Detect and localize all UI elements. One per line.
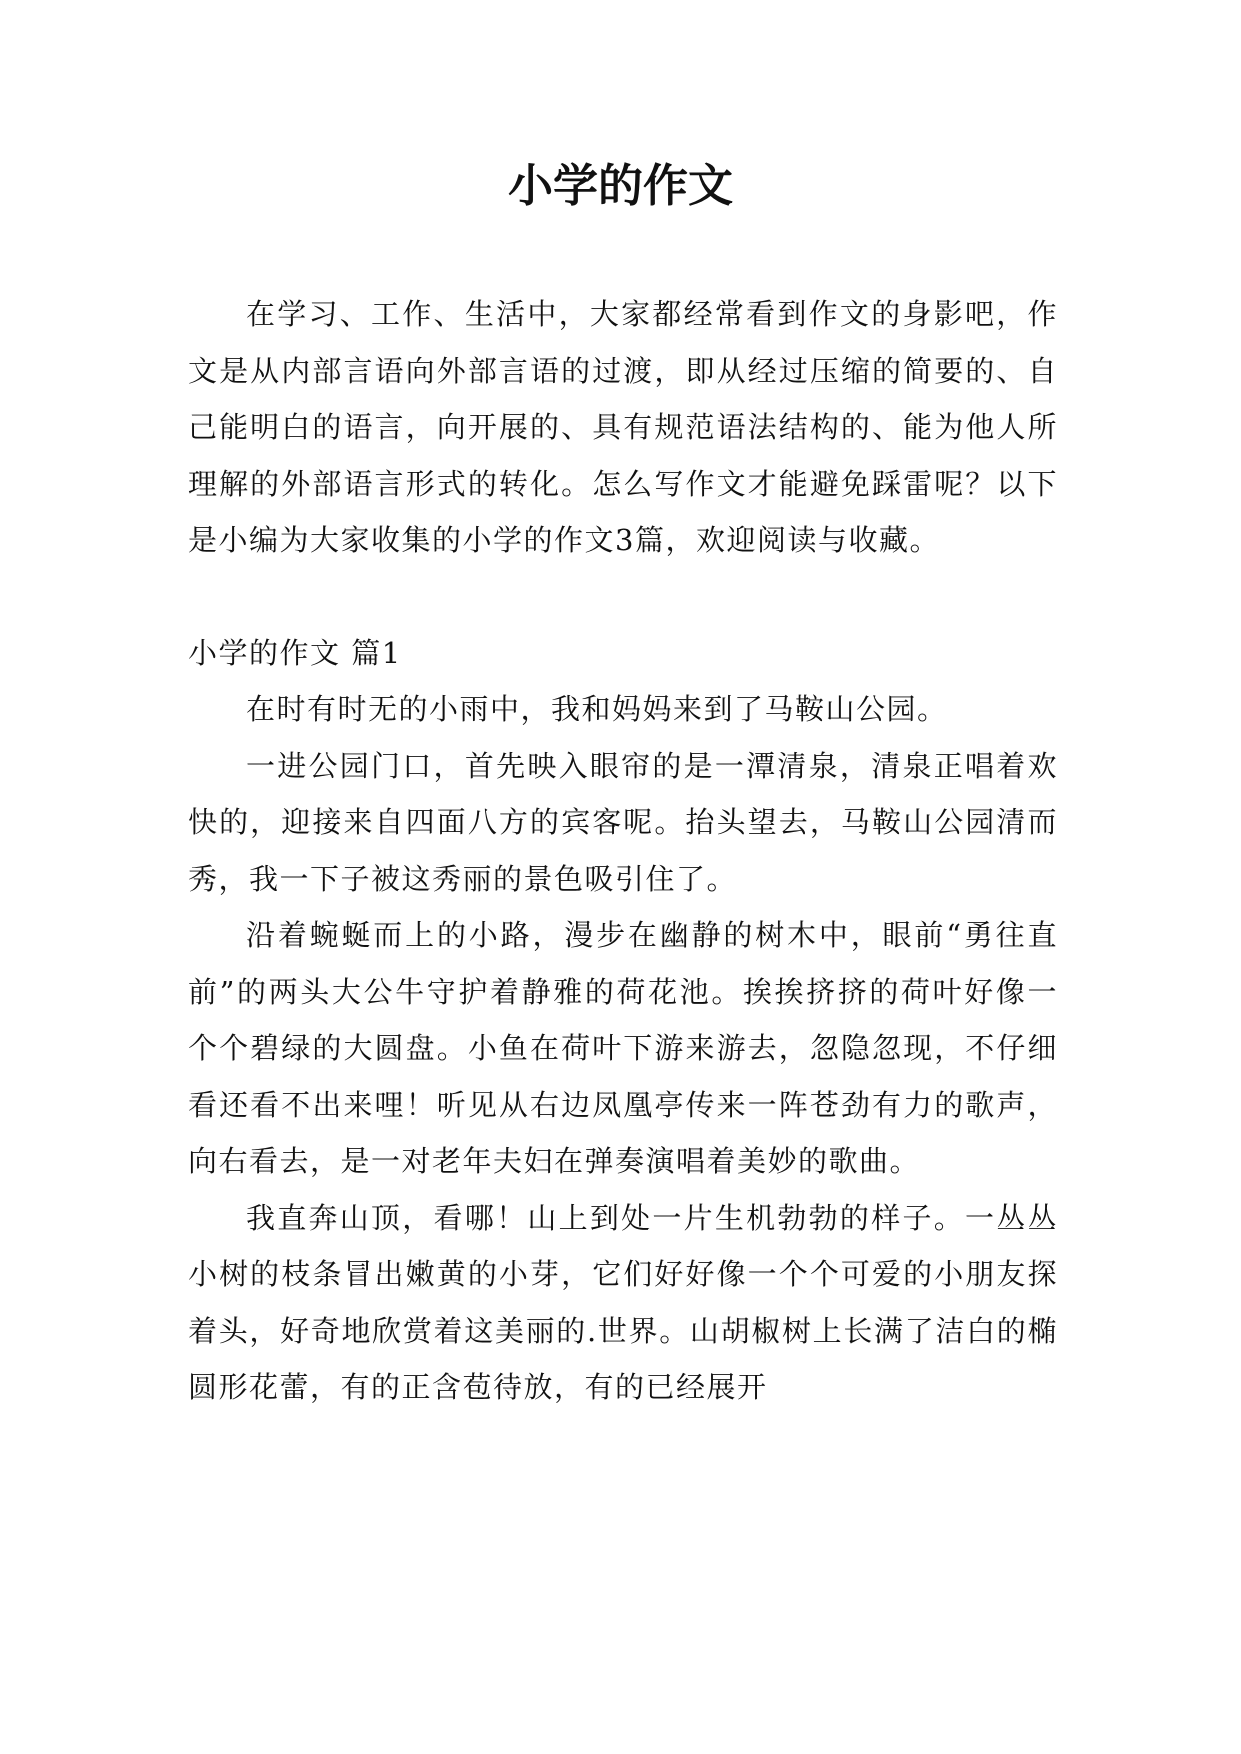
body-paragraph: 沿着蜿蜒而上的小路，漫步在幽静的树木中，眼前“勇往直前”的两头大公牛守护着静雅的荷花池。挨挨挤挤的荷叶好像一个个碧绿的大圆盘。小鱼在荷叶下游来游去，忽隐忽现，不仔细看还看不出来哩！听见从右边凤凰亭传来一阵苍劲有力的歌声，向右看去，是一对老年夫妇在弹奏演唱着美妙的歌曲。 (188, 918, 1058, 1178)
document-title: 小学的作文 (507, 159, 733, 212)
section-heading: 小学的作文 篇1 (188, 635, 402, 670)
intro-paragraph: 在学习、工作、生活中，大家都经常看到作文的身影吧，作文是从内部言语向外部言语的过渡，即从经过压缩的简要的、自己能明白的语言，向开展的、具有规范语法结构的、能为他人所理解的外部语言形式的转化。怎么写作文才能避免踩雷呢？以下是小编为大家收集的小学的作文3篇，欢迎阅读与收藏。 (188, 297, 1058, 557)
body-paragraph: 我直奔山顶，看哪！山上到处一片生机勃勃的样子。一丛丛小树的枝条冒出嫩黄的小芽，它们好好像一个个可爱的小朋友探着头，好奇地欣赏着这美丽的.世界。山胡椒树上长满了洁白的椭圆形花蕾，有的正含苞待放，有的已经展开 (188, 1200, 1058, 1404)
body-paragraph: 一进公园门口，首先映入眼帘的是一潭清泉，清泉正唱着欢快的，迎接来自四面八方的宾客呢。抬头望去，马鞍山公园清而秀，我一下子被这秀丽的景色吸引住了。 (188, 748, 1058, 896)
body-paragraph: 在时有时无的小雨中，我和妈妈来到了马鞍山公园。 (246, 692, 948, 726)
document-body (188, 286, 1058, 1416)
